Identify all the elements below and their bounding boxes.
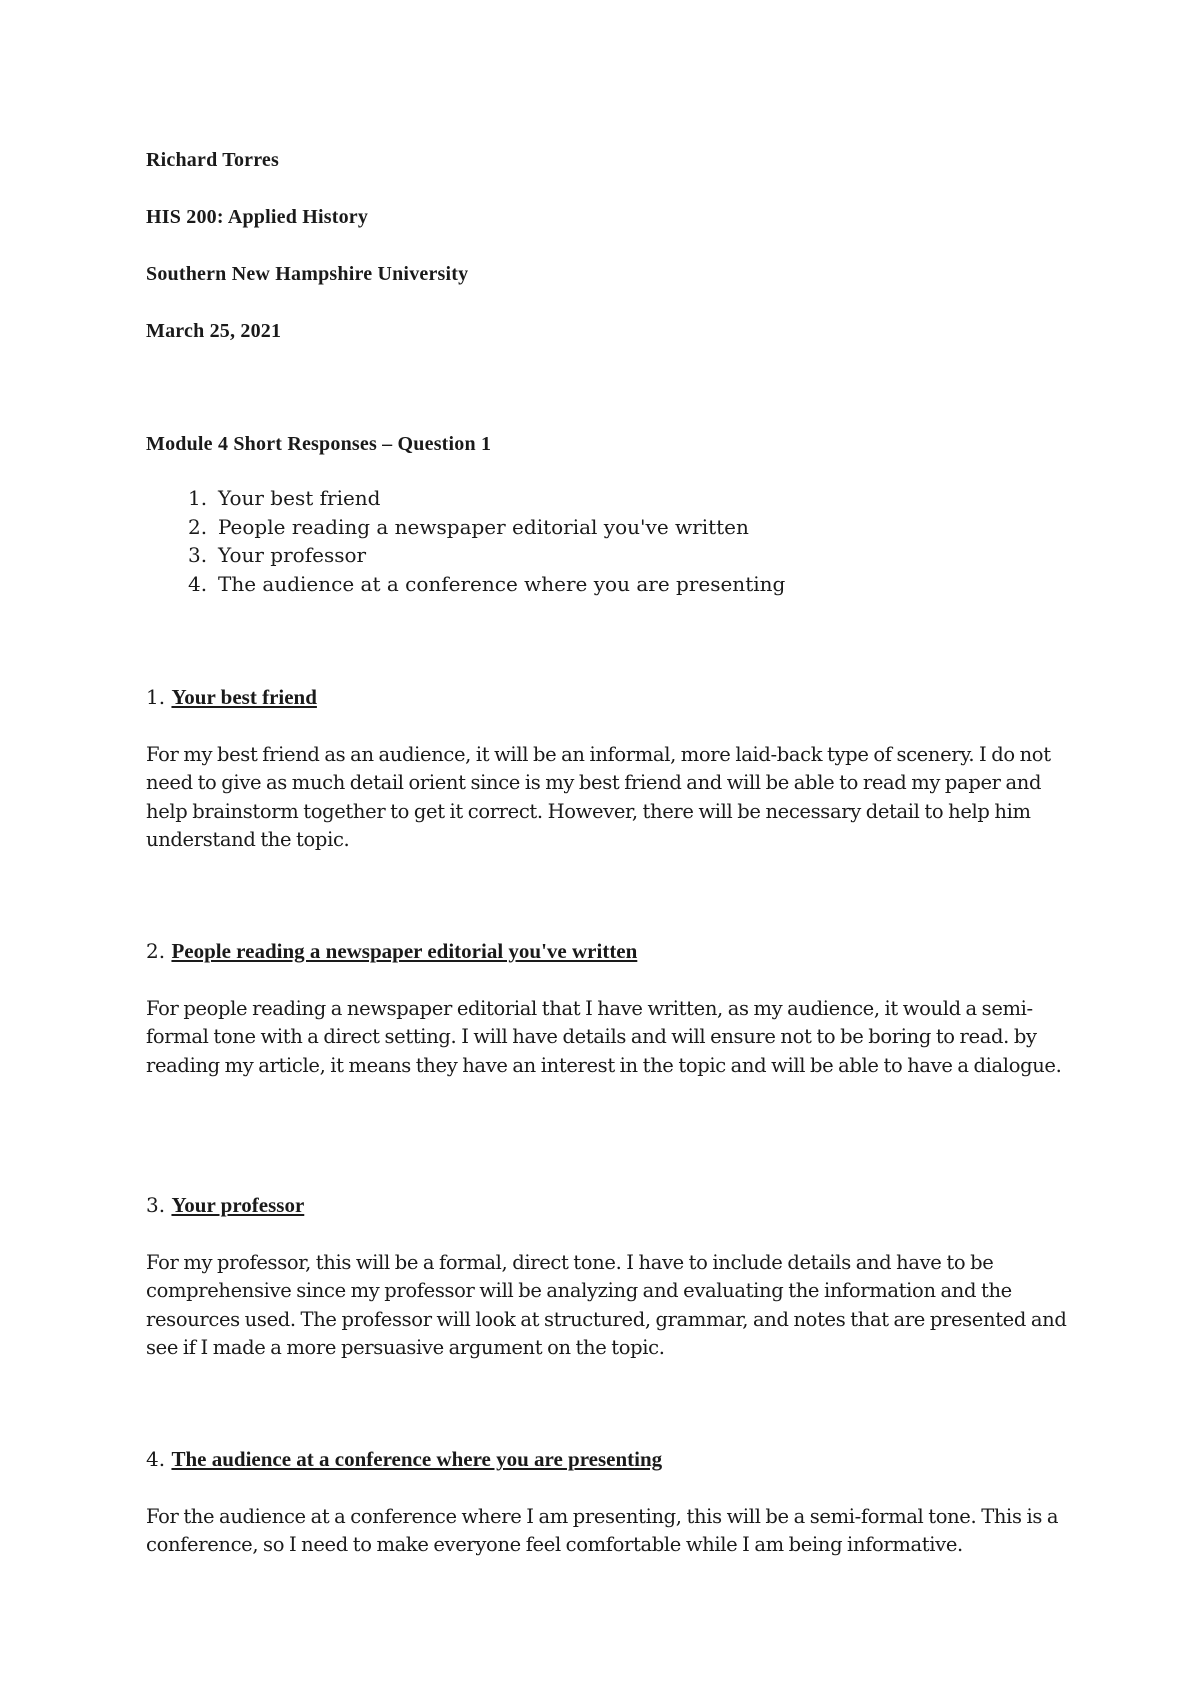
section-title: Your best friend — [171, 685, 317, 709]
section-body: For my professor, this will be a formal, direct tone. I have to include details and have to be comprehensive since my professor will be analyzing and evaluating the information and the resources used. The professor will look at structured, grammar, and notes that are presented and see if I made a more persuasive argument on the topic. — [146, 1251, 1067, 1359]
list-item-number: 2. — [188, 514, 208, 539]
document-date: March 25, 2021 — [146, 320, 282, 342]
author-name: Richard Torres — [146, 149, 279, 171]
section-body: For people reading a newspaper editorial that I have written, as my audience, it would a semi-formal tone with a direct setting. I will have details and will ensure not to be boring to read. by reading my article, it means they have an interest in the topic and will be able to have a dialogue. — [146, 997, 1062, 1077]
list-item — [146, 484, 785, 513]
section-number: 4. — [146, 1447, 166, 1471]
section-body: For the audience at a conference where I am presenting, this will be a semi-formal tone. This is a conference, so I need to make everyone feel comfortable while I am being informative. — [146, 1505, 1059, 1557]
section-heading — [146, 683, 317, 711]
section-heading — [146, 1191, 304, 1219]
list-item — [146, 541, 785, 570]
section-number: 1. — [146, 685, 166, 709]
section-title: Your professor — [171, 1193, 305, 1217]
list-item — [146, 513, 785, 542]
course-name: HIS 200: Applied History — [146, 206, 369, 228]
section-number: 3. — [146, 1193, 166, 1217]
section-heading — [146, 937, 637, 965]
list-item-text: People reading a newspaper editorial you've written — [218, 514, 749, 539]
section-body: For my best friend as an audience, it will be an informal, more laid-back type of scenery. I do not need to give as much detail orient since is my best friend and will be able to read my paper and help brainstorm together to get it correct. However, there will be necessary detail to help him understand the topic. — [146, 743, 1051, 851]
list-item-number: 3. — [188, 543, 208, 567]
audience-list — [146, 484, 785, 598]
assignment-title: Module 4 Short Responses – Question 1 — [146, 433, 492, 455]
university-name: Southern New Hampshire University — [146, 263, 469, 285]
section-number: 2. — [146, 939, 166, 963]
list-item-number: 1. — [188, 486, 208, 510]
list-item-number: 4. — [188, 571, 208, 596]
section-title: The audience at a conference where you are presenting — [171, 1447, 663, 1471]
list-item-text: Your professor — [218, 543, 367, 567]
section-heading — [146, 1445, 662, 1473]
list-item-text: The audience at a conference where you are presenting — [218, 571, 786, 596]
section-title: People reading a newspaper editorial you've written — [171, 939, 638, 963]
list-item-text: Your best friend — [218, 486, 381, 510]
list-item — [146, 570, 785, 599]
